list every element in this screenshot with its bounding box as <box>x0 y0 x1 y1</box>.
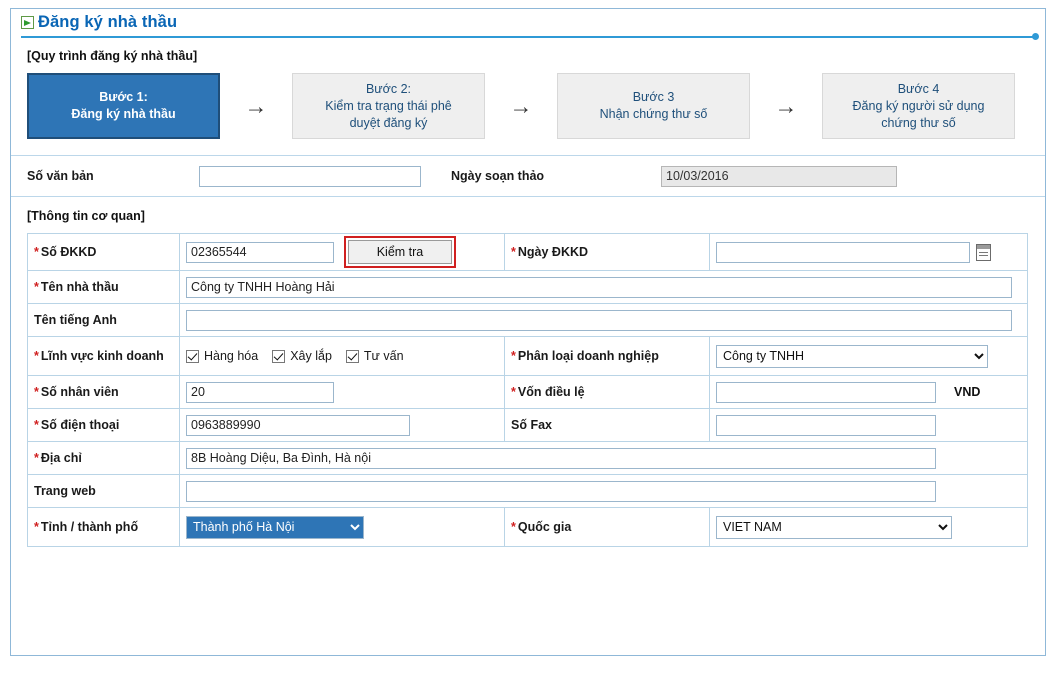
von-dieu-le-value-cell <box>710 376 1028 409</box>
process-step-4-line3: chứng thư số <box>881 115 956 130</box>
so-van-ban-label: Số văn bản <box>27 169 94 183</box>
required-marker: * <box>34 520 39 534</box>
title-end-dot <box>1032 33 1039 40</box>
tinh-thanh-select[interactable] <box>186 516 364 539</box>
ngay-soan-thao-input <box>661 166 897 187</box>
ten-tieng-anh-input[interactable] <box>186 310 1012 331</box>
so-fax-label-cell: Số Fax <box>505 409 710 442</box>
org-info-table <box>27 233 1028 547</box>
required-marker: * <box>34 280 39 294</box>
trang-web-input[interactable] <box>186 481 936 502</box>
checkbox-checked-icon[interactable] <box>186 350 199 363</box>
phan-loai-select[interactable] <box>716 345 988 368</box>
so-dien-thoai-input[interactable] <box>186 415 410 436</box>
quoc-gia-label-cell <box>505 508 710 547</box>
so-dkkd-value-cell <box>180 234 505 271</box>
document-info-band <box>11 155 1045 197</box>
required-marker: * <box>34 349 39 363</box>
page-title: Đăng ký nhà thầu <box>38 13 178 31</box>
dia-chi-input[interactable] <box>186 448 936 469</box>
so-dien-thoai-label: Số điện thoại <box>40 418 120 432</box>
table-row <box>28 508 1028 547</box>
process-step-4[interactable] <box>822 73 1015 139</box>
von-dieu-le-label-cell <box>505 376 710 409</box>
linh-vuc-label-cell <box>28 337 180 376</box>
quoc-gia-label: Quốc gia <box>517 520 572 534</box>
required-marker: * <box>34 245 39 259</box>
ten-nha-thau-label: Tên nhà thầu <box>40 280 119 294</box>
process-step-1-line1: Bước 1: <box>99 90 148 104</box>
green-arrow-icon <box>21 16 34 29</box>
ngay-dkkd-input[interactable] <box>716 242 970 263</box>
linh-vuc-option-hang-hoa[interactable] <box>186 349 258 363</box>
trang-web-value-cell <box>180 475 1028 508</box>
process-step-3[interactable] <box>557 73 750 139</box>
so-nhan-vien-label-cell <box>28 376 180 409</box>
linh-vuc-option-hang-hoa-label: Hàng hóa <box>204 349 259 363</box>
ten-nha-thau-input[interactable] <box>186 277 1012 298</box>
ngay-dkkd-label-cell <box>505 234 710 271</box>
ten-tieng-anh-label-cell: Tên tiếng Anh <box>28 304 180 337</box>
required-marker: * <box>511 349 516 363</box>
form-frame <box>10 8 1046 656</box>
process-section-label: [Quy trình đăng ký nhà thầu] <box>27 49 198 63</box>
process-step-1-line2: Đăng ký nhà thầu <box>71 107 176 121</box>
org-section <box>11 197 1045 547</box>
ngay-dkkd-label: Ngày ĐKKD <box>517 245 589 259</box>
so-dkkd-input[interactable] <box>186 242 334 263</box>
von-dieu-le-label: Vốn điều lệ <box>517 385 585 399</box>
page-header <box>11 9 1045 39</box>
dia-chi-label: Địa chỉ <box>40 451 82 465</box>
linh-vuc-value-cell <box>180 337 505 376</box>
table-row <box>28 304 1028 337</box>
so-nhan-vien-value-cell <box>180 376 505 409</box>
so-dkkd-label: Số ĐKKD <box>40 245 97 259</box>
trang-web-label-cell: Trang web <box>28 475 180 508</box>
table-row <box>28 409 1028 442</box>
required-marker: * <box>34 451 39 465</box>
required-marker: * <box>34 418 39 432</box>
process-steps <box>27 73 1031 139</box>
phan-loai-label: Phân loại doanh nghiệp <box>517 349 659 363</box>
arrow-right-icon-1: → <box>244 92 268 119</box>
so-van-ban-input[interactable] <box>199 166 421 187</box>
table-row <box>28 234 1028 271</box>
so-fax-input[interactable] <box>716 415 936 436</box>
ngay-dkkd-value-cell <box>710 234 1028 271</box>
required-marker: * <box>511 245 516 259</box>
so-nhan-vien-label: Số nhân viên <box>40 385 119 399</box>
process-step-4-line2: Đăng ký người sử dụng <box>852 98 985 113</box>
process-step-2[interactable] <box>292 73 485 139</box>
ngay-soan-thao-label: Ngày soạn thảo <box>451 169 545 183</box>
so-nhan-vien-input[interactable] <box>186 382 334 403</box>
tinh-thanh-label: Tỉnh / thành phố <box>40 520 139 534</box>
ten-tieng-anh-value-cell <box>180 304 1028 337</box>
table-row <box>28 442 1028 475</box>
process-step-3-line2: Nhận chứng thư số <box>599 107 708 121</box>
linh-vuc-label: Lĩnh vực kinh doanh <box>40 349 164 363</box>
required-marker: * <box>511 385 516 399</box>
so-fax-value-cell <box>710 409 1028 442</box>
quoc-gia-select[interactable] <box>716 516 952 539</box>
dia-chi-value-cell <box>180 442 1028 475</box>
so-dien-thoai-value-cell <box>180 409 505 442</box>
check-button-highlight <box>344 236 456 268</box>
required-marker: * <box>34 385 39 399</box>
process-step-3-line1: Bước 3 <box>632 90 675 104</box>
so-dien-thoai-label-cell <box>28 409 180 442</box>
ten-nha-thau-label-cell <box>28 271 180 304</box>
title-underline <box>21 36 1037 38</box>
linh-vuc-option-xay-lap-label: Xây lắp <box>290 349 332 363</box>
checkbox-checked-icon[interactable] <box>346 350 359 363</box>
linh-vuc-option-tu-van[interactable] <box>346 349 404 363</box>
phan-loai-label-cell <box>505 337 710 376</box>
phan-loai-value-cell <box>710 337 1028 376</box>
check-button[interactable]: Kiểm tra <box>348 240 452 264</box>
required-marker: * <box>511 520 516 534</box>
process-section <box>11 39 1045 149</box>
org-section-label: [Thông tin cơ quan] <box>27 209 145 223</box>
process-step-1[interactable] <box>27 73 220 139</box>
table-row <box>28 271 1028 304</box>
table-row <box>28 376 1028 409</box>
table-row <box>28 475 1028 508</box>
table-row <box>28 337 1028 376</box>
von-dieu-le-unit: VND <box>954 385 981 399</box>
von-dieu-le-input[interactable] <box>716 382 936 403</box>
so-dkkd-label-cell <box>28 234 180 271</box>
ten-nha-thau-value-cell <box>180 271 1028 304</box>
checkbox-checked-icon[interactable] <box>272 350 285 363</box>
quoc-gia-value-cell <box>710 508 1028 547</box>
process-step-2-line3: duyệt đăng ký <box>349 115 428 130</box>
arrow-right-icon-3: → <box>774 92 798 119</box>
process-step-2-line2: Kiểm tra trạng thái phê <box>325 98 452 113</box>
tinh-thanh-label-cell <box>28 508 180 547</box>
linh-vuc-option-xay-lap[interactable] <box>272 349 332 363</box>
process-step-2-line1: Bước 2: <box>365 81 412 96</box>
dia-chi-label-cell <box>28 442 180 475</box>
arrow-right-icon-2: → <box>509 92 533 119</box>
calendar-icon[interactable] <box>976 244 991 261</box>
linh-vuc-option-tu-van-label: Tư vấn <box>363 349 404 363</box>
tinh-thanh-value-cell <box>180 508 505 547</box>
process-step-4-line1: Bước 4 <box>897 81 940 96</box>
